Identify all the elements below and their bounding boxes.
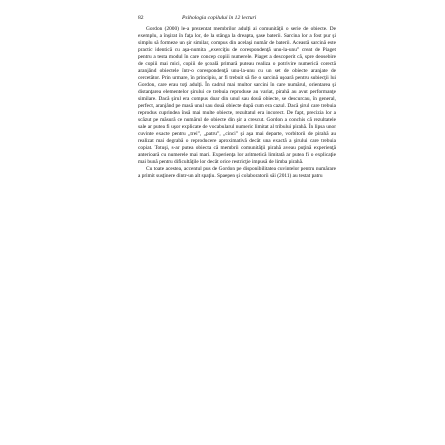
running-head-title: Psihologia copilului în 12 lecturi <box>182 15 257 21</box>
body-text <box>138 26 336 436</box>
body-paragraph: Cu toate acestea, accentul pus de Gordon pe disponibilitatea cuvintelor pentru numărare a primit susţinere dintr-un alt spaţiu. Spaepen şi colaboratorii săi (2011) au testat patru <box>138 166 336 180</box>
running-head <box>138 13 336 23</box>
page-number: 82 <box>138 15 144 21</box>
body-paragraph: Gordon (2000) le-a prezentat membrilor adulţi ai comunităţii o serie de obiecte. De exemplu, a înşirat în faţa lor, de la stânga la dreapta, şase baterii. Sarcina lor a fost pur şi simplu să formeze un şir similar, compus din acelaşi număr de baterii. Această sarcină este practic identică cu aşa-numita „exerciţiu de corespondenţă unu-la-unu” creat de Piaget pentru a testa modul în care concep copiii numerele. Piaget a descoperit că, spre deosebire de copiii mai mici, copiii de şcoală primară puteau realiza o potrivire numerică corectă aranjând obiectele într-o corespondenţă unu-la-unu cu un set de obiecte aranjate de cercetător. Prin urmare, în principiu, ar fi trebuit să fie o sarcină uşoară pentru subiecţii lui Gordon, care erau toţi adulţi. În cadrul mai multor sarcini în care numărul, orientarea şi distanţarea elementelor şirului ce trebuia reproduse au variat, pirahã au avut performanţe similare. Dacă şirul era compus doar din unul sau două obiecte, se descurcau, în general, perfect, aranjând pe masă unul sau două obiecte după cum era cazul. Dacă şirul care trebuia reprodus cuprindea însă mai multe obiecte, rezultatul era incorect. De fapt, precizia lor a scăzut pe măsură ce numărul de obiecte din şir a crescut. Gordon a conchis că rezultatele sale ar putea fi uşor explicate de vocabularul numeric limitat al tribului pirahã. În lipsa unor cuvinte exacte pentru „trei”, „patru”, „cinci” şi aşa mai departe, vorbitorii de pirahã au realizat mai degrabă o reproducere aproximativă decât una exactă a şirului care trebuia copiat. Totuşi, s-ar putea obiecta că membrii comunităţii pirahã aveau puţină experienţă anterioară cu numerele mai mari. Experienţa lor aritmetică limitată ar putea fi o explicaţie mai bună pentru dificultăţile lor decât orice restricţie impusă de limba pirahã. <box>138 26 336 166</box>
